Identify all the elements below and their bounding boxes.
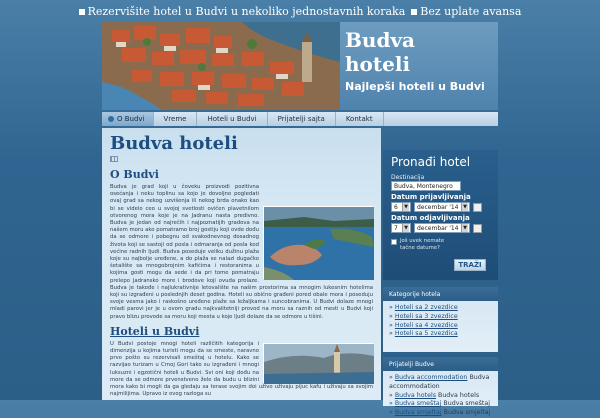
nav-item-kontakt[interactable]: Kontakt [336, 112, 384, 126]
brand-panel [340, 22, 498, 110]
checkin-month-select[interactable]: decembar '14 ▼ [414, 202, 470, 212]
top-banner [0, 0, 600, 22]
section-title-hoteli[interactable]: Hoteli u Budvi [110, 324, 200, 338]
section-text-hoteli: U Budvi postoje mnogi hoteli različitih kategorija i dimenzija u kojima turisti mogu da se smeste, naravno prvo pošto su rezervisali smeštaj u hotelu. Kako se razvijao turizam u Crnoj Gori tako su izgrađeni i mnogi luksuzni i egzotični hoteli u Budvi. Svi oni koji dođu na more da se odmore prvenstveno žele da budu u blizini mora kako bi mogli da ga gledaju sa terase svojim doi uživo uživaju pijuc kafu i uživaju sa svojim najmilijima. Upravo iz ovog razloga su [110, 340, 373, 398]
chevron-down-icon: ▼ [461, 224, 468, 232]
calendar-icon[interactable] [473, 203, 482, 212]
main-nav [102, 112, 498, 126]
site-container [102, 22, 498, 417]
main-content [102, 128, 381, 400]
sidebar [383, 128, 498, 417]
list-item: » Budva accommodation Budva accommodation [389, 374, 490, 390]
section-text-o-budvi: Budva je grad koji u čoveku proizvodi pozitivna osećanja i neku toplinu sa kojo je dovoljno pogledati ovaj grad sa nekog uzvišenja ili nekog brda onako kao bi se videlo ceo u svojoj svetlosti ovičen plavetnilom otvorenog mora koje je na Jadranu nasta predivno. Budva je jedan od najrečih i najpoznatijih gradova na našem moru ako pomatramo broj gostiju koji ovde dođu da se odmore i pobegnu od svakodnevnog dosadnog života koji se sastoji od posla i odmaranja od posla kod većine radnih ljudi. Budva poseduje veliku dužinu plaža koje su najbolje uređene, a do plaža se nalazi dugačko šetalište sa mnogobrojnim kafićima i restoranima u kojima gosti mogu da sede i da pri tome pomatraju prelepo Jadransko more i brodove koji ovuda prolaze. Budva je takođe i najlukrativnije letovalište na našim prostorima sa mnogim lukesnim hotelima koji su izgrađeni u poslednjih deset godina. Hoteli su obično građeni pored obale mora i poseduju svoje vesma jako i raskošno uređene plaže sa ležaljkama i suncobranima. U Budvi dolaze mnogi mladi parovi jer je u ovom gradu najkvalitetniji provod na moru sa raznih od mesti u Budvi koji pravo blizu provode sa moru koji mesta u koje ljudi dolaze da se odmore u tišini. [110, 184, 373, 320]
nav-item-prijatelji[interactable]: Prijatelji sajta [268, 112, 336, 126]
brand-tagline: Najlepši hoteli u Budvi [345, 80, 485, 93]
checkout-label: Datum odjavljivanja [391, 214, 470, 222]
categories-title: Kategorije hotela [383, 287, 498, 301]
checkout-month-select[interactable]: decembar '14 ▼ [414, 223, 470, 233]
list-item: » Budva smjeltaj Budva smjeltaj [389, 409, 491, 417]
chevron-down-icon: ▼ [402, 203, 409, 211]
banner-item-no-deposit: Bez uplate avansa [411, 5, 521, 18]
bullet-icon [108, 116, 114, 122]
list-item: » Hoteli sa 4 zvezdice [389, 321, 458, 329]
budva-aerial-photo [263, 206, 373, 279]
list-item: » Hoteli sa 5 zvezdica [389, 330, 458, 338]
checkout-row [391, 223, 490, 233]
chevron-down-icon: ▼ [461, 203, 468, 211]
search-button[interactable]: TRAŽI [454, 259, 486, 271]
brand-title-line1: Budva [345, 28, 416, 52]
square-bullet-icon [79, 9, 85, 15]
friend-link[interactable]: Budva hotels [394, 391, 436, 399]
list-item: » Hoteli sa 2 zvezdice [389, 304, 458, 311]
checkin-day-select[interactable]: 6 ▼ [391, 202, 411, 212]
destination-input[interactable]: Budva, Montenegro [391, 181, 461, 191]
friends-list [383, 371, 498, 418]
checkout-day-select[interactable]: 7 ▼ [391, 223, 411, 233]
grid-icon [110, 156, 118, 162]
nav-item-hoteli[interactable]: Hoteli u Budvi [197, 112, 267, 126]
header [102, 22, 498, 110]
friend-link[interactable]: Budva smjeltaj [394, 409, 442, 417]
friend-link[interactable]: Budva accommodation [394, 374, 468, 381]
search-box-title: Pronađi hotel [391, 155, 471, 169]
category-link-4-stars[interactable]: Hoteli sa 4 zvezdice [394, 321, 458, 329]
nav-item-vreme[interactable]: Vreme [154, 112, 198, 126]
friend-link[interactable]: Budva smeštaj [394, 400, 442, 408]
brand-title-line2: hoteli [345, 52, 411, 76]
banner-item-booking: Rezervišite hotel u Budvi u nekoliko jednostavnih koraka [79, 5, 406, 18]
no-dates-option [391, 238, 490, 252]
square-bullet-icon [411, 9, 417, 15]
friends-box [383, 357, 498, 417]
category-link-2-stars[interactable]: Hoteli sa 2 zvezdice [394, 304, 458, 311]
destination-label: Destinacija [391, 174, 425, 181]
category-link-5-stars[interactable]: Hoteli sa 5 zvezdica [394, 330, 458, 338]
category-link-3-stars[interactable]: Hoteli sa 3 zvezdice [394, 312, 458, 320]
no-dates-label: Još uvek nemate tačne datume? [400, 238, 445, 251]
list-item: » Hoteli sa 3 zvezdice [389, 312, 458, 320]
page-title: Budva hoteli [110, 133, 238, 154]
hotel-coast-photo [263, 343, 373, 383]
checkin-label: Datum prijavljivanja [391, 193, 471, 201]
section-title-o-budvi: O Budvi [110, 168, 159, 181]
calendar-icon[interactable] [473, 224, 482, 233]
no-dates-checkbox[interactable] [391, 239, 397, 245]
categories-list [383, 301, 498, 339]
hotel-search-box [383, 150, 498, 280]
list-item: » Budva hotels Budva hotels [389, 391, 480, 399]
friends-title: Prijatelji Budve [383, 357, 498, 371]
hotel-categories-box [383, 287, 498, 352]
list-item: » Budva smeštaj Budva smeštaj [389, 400, 490, 408]
nav-item-o-budvi[interactable]: O Budvi [102, 112, 154, 126]
checkin-row [391, 202, 490, 212]
header-photo [102, 22, 340, 110]
chevron-down-icon: ▼ [402, 224, 409, 232]
